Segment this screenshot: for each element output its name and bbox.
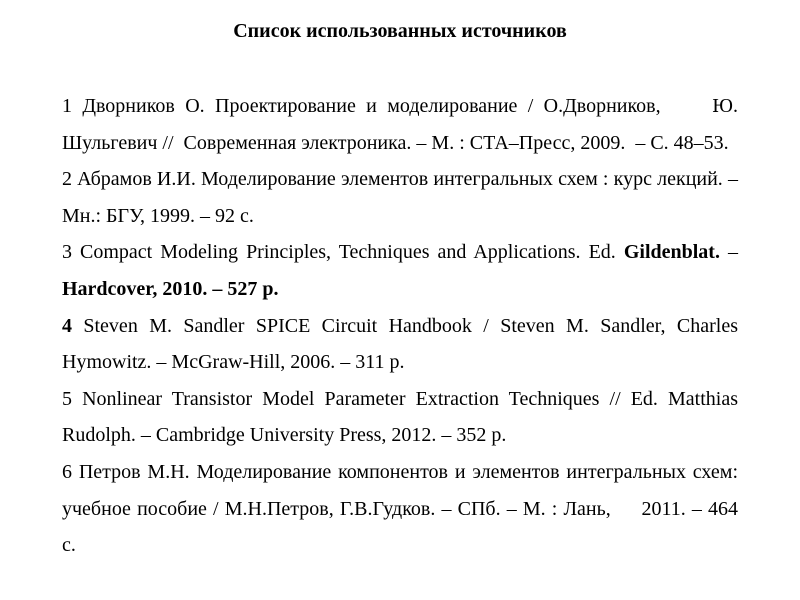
reference-line	[62, 344, 738, 381]
reference-item	[62, 234, 738, 307]
reference-text-segment: Шульгевич // Современная электроника. – М. : СТА–Пресс, 2009. – С. 48–53.	[62, 131, 729, 154]
reference-text-segment: Hymowitz. – McGraw-Hill, 2006. – 311 p.	[62, 351, 405, 374]
reference-item	[62, 161, 738, 234]
reference-text-segment: 5 Nonlinear Transistor Model Parameter Extraction Techniques // Ed. Matthias	[62, 387, 738, 410]
reference-text-segment: 3 Compact Modeling Principles, Techniques and Applications. Ed.	[62, 241, 624, 264]
reference-text-segment: Steven M. Sandler SPICE Circuit Handbook / Steven M. Sandler, Charles	[72, 314, 738, 337]
reference-item	[62, 308, 738, 381]
reference-text-segment: –	[719, 241, 738, 264]
reference-text-segment: Hardcover, 2010. – 527 p.	[62, 277, 279, 300]
reference-text-segment: Gildenblat.	[623, 241, 720, 264]
reference-text-segment: с.	[62, 534, 76, 557]
reference-list	[62, 88, 738, 564]
reference-line	[62, 454, 738, 491]
reference-text-segment: 1 Дворников О. Проектирование и моделирование / О.Дворников, Ю.	[62, 95, 738, 117]
reference-text-segment: Мн.: БГУ, 1999. – 92 с.	[62, 204, 254, 227]
reference-text-segment: 6 Петров М.Н. Моделирование компонентов и элементов интегральных схем:	[62, 460, 738, 483]
reference-line	[62, 234, 738, 271]
reference-line	[62, 88, 738, 125]
reference-line	[62, 381, 738, 418]
reference-text-segment: 2 Абрамов И.И. Моделирование элементов интегральных схем : курс лекций. –	[62, 168, 738, 191]
reference-text-segment: Rudolph. – Cambridge University Press, 2012. – 352 p.	[62, 424, 507, 447]
reference-line	[62, 271, 738, 308]
reference-item	[62, 454, 738, 564]
reference-line	[62, 308, 738, 345]
reference-line	[62, 125, 738, 162]
reference-line	[62, 161, 738, 198]
reference-text-segment: учебное пособие / М.Н.Петров, Г.В.Гудков. – СПб. – М. : Лань, 2011. – 464	[62, 497, 738, 520]
page-title: Список использованных источников	[233, 20, 567, 42]
reference-line	[62, 198, 738, 235]
reference-text-segment: 4	[62, 314, 72, 337]
reference-line	[62, 527, 738, 564]
reference-line	[62, 417, 738, 454]
reference-item	[62, 381, 738, 454]
reference-line	[62, 491, 738, 528]
reference-item	[62, 88, 738, 161]
